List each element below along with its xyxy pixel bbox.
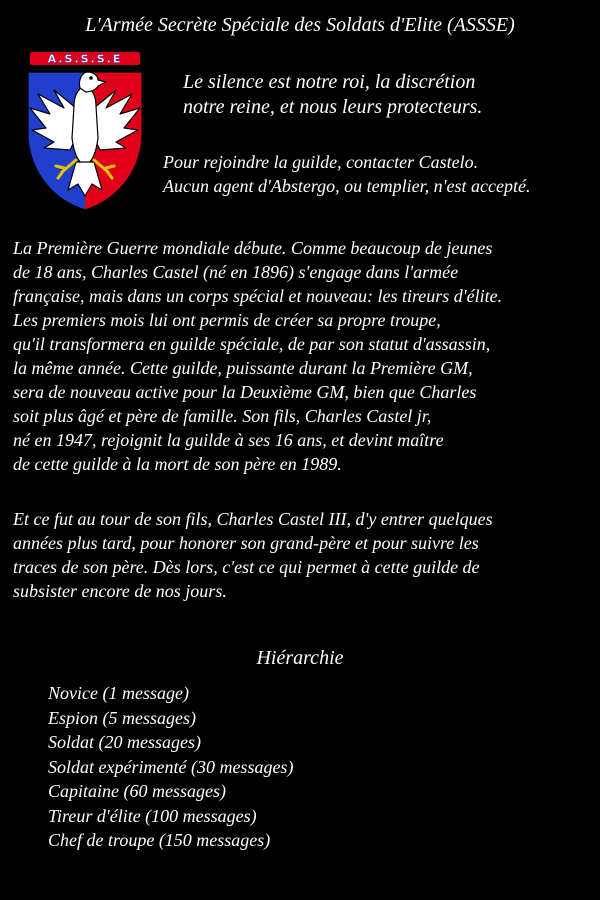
text-line: subsister encore de nos jours.	[13, 581, 227, 601]
hierarchy-title: Hiérarchie	[256, 647, 344, 669]
guild-motto	[183, 70, 593, 120]
join-instructions	[163, 150, 600, 198]
text-line: qu'il transformera en guilde spéciale, de par son statut d'assassin,	[13, 334, 491, 354]
join-line: Aucun agent d'Abstergo, ou templier, n'est accepté.	[163, 176, 531, 196]
text-line: soit plus âgé et père de famille. Son fils, Charles Castel jr,	[13, 406, 432, 426]
page-title: L'Armée Secrète Spéciale des Soldats d'Elite (ASSSE)	[85, 14, 515, 36]
crest-banner-text: A.S.S.S.E	[47, 52, 123, 66]
text-line: sera de nouveau active pour la Deuxième GM, bien que Charles	[13, 382, 477, 402]
history-paragraph-2	[13, 507, 598, 603]
text-line: de cette guilde à la mort de son père en 1989.	[13, 454, 342, 474]
text-line: années plus tard, pour honorer son grand-père et pour suivre les	[13, 533, 479, 553]
rank-item: Soldat (20 messages)	[48, 732, 201, 752]
rank-item: Chef de troupe (150 messages)	[48, 830, 271, 850]
text-line: La Première Guerre mondiale débute. Comme beaucoup de jeunes	[13, 238, 493, 258]
rank-item: Novice (1 message)	[48, 683, 189, 703]
text-line: traces de son père. Dès lors, c'est ce qui permet à cette guilde de	[13, 557, 480, 577]
text-line: de 18 ans, Charles Castel (né en 1896) s'engage dans l'armée	[13, 262, 459, 282]
text-line: né en 1947, rejoignit la guilde à ses 16 ans, et devint maître	[13, 430, 444, 450]
motto-line: Le silence est notre roi, la discrétion	[183, 71, 476, 93]
eagle-coat-of-arms-icon	[24, 50, 146, 212]
text-line: française, mais dans un corps spécial et nouveau: les tireurs d'élite.	[13, 286, 503, 306]
join-line: Pour rejoindre la guilde, contacter Castelo.	[163, 152, 479, 172]
text-line: Les premiers mois lui ont permis de créer sa propre troupe,	[13, 310, 441, 330]
rank-item: Soldat expérimenté (30 messages)	[48, 756, 294, 777]
hierarchy-list	[48, 681, 293, 853]
rank-item: Capitaine (60 messages)	[48, 781, 226, 801]
rank-item: Tireur d'élite (100 messages)	[48, 805, 257, 826]
text-line: la même année. Cette guilde, puissante durant la Première GM,	[13, 358, 473, 378]
rank-item: Espion (5 messages)	[48, 707, 196, 728]
history-paragraph-1	[13, 236, 598, 476]
motto-line: notre reine, et nous leurs protecteurs.	[183, 96, 483, 118]
text-line: Et ce fut au tour de son fils, Charles Castel III, d'y entrer quelques	[13, 509, 493, 529]
